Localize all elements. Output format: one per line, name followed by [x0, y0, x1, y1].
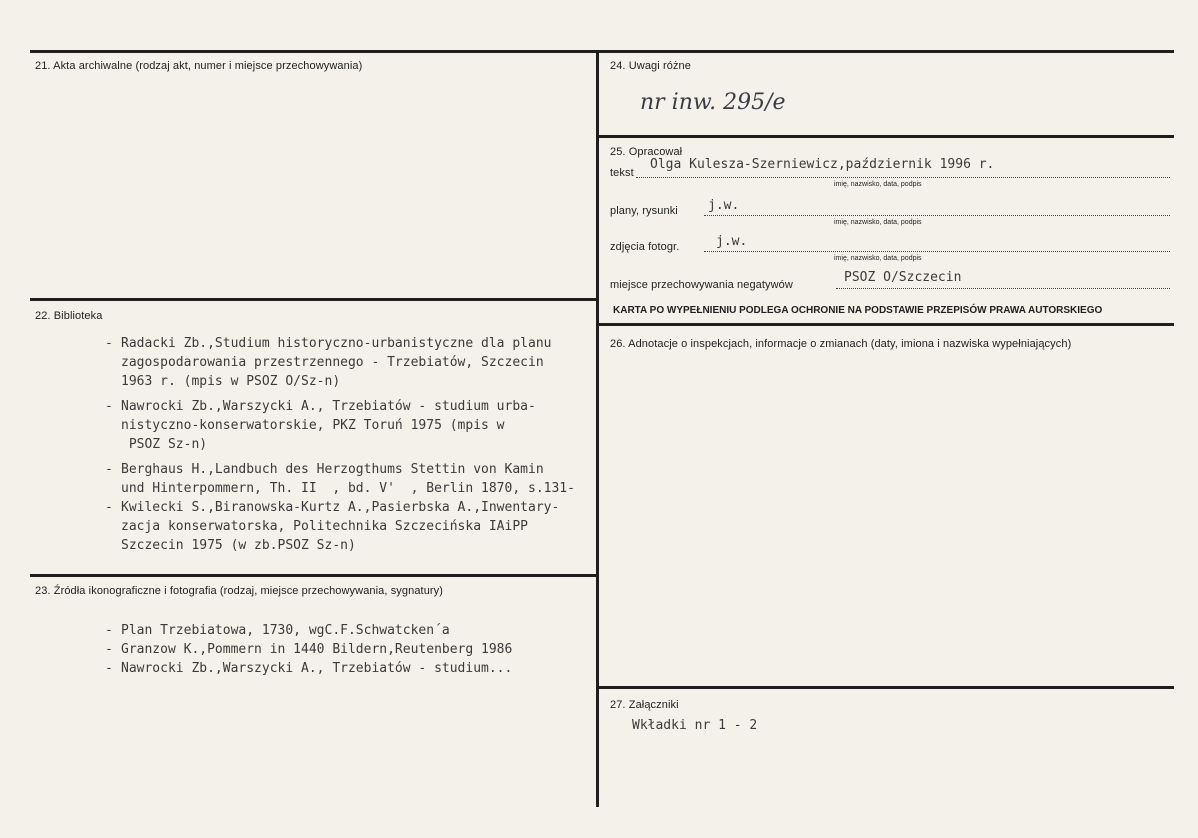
list-item: - Berghaus H.,Landbuch des Herzogthums Stettin von Kamin und Hinterpommern, Th. II , bd. V' , Berlin 1870, s.131- — [105, 462, 575, 496]
rule-22-23 — [30, 574, 598, 577]
list-item: - Kwilecki S.,Biranowska-Kurtz A.,Pasierbska A.,Inwentary- zacja konserwatorska, Politechnika Szczecińska IAiPP Szczecin 1975 (w zb.PSOZ Sz-n) — [105, 500, 560, 553]
section-21-label: 21. Akta archiwalne (rodzaj akt, numer i miejsce przechowywania) — [35, 60, 363, 72]
zdjecia-dotted-line — [704, 250, 1170, 252]
copyright-notice: KARTA PO WYPEŁNIENIU PODLEGA OCHRONIE NA PODSTAWIE PRZEPISÓW PRAWA AUTORSKIEGO — [613, 305, 1103, 316]
section-22-label: 22. Biblioteka — [35, 310, 103, 322]
section-23-label: 23. Źródła ikonograficzne i fotografia (rodzaj, miejsce przechowywania, sygnatury) — [35, 585, 444, 597]
plany-dotted-line — [704, 214, 1170, 216]
rule-26-27 — [598, 686, 1174, 689]
zdjecia-caption: imię, nazwisko, data, podpis — [834, 255, 922, 262]
zdjecia-label: zdjęcia fotogr. — [610, 241, 680, 253]
tekst-value: Olga Kulesza-Szerniewicz,październik 1996 r. — [650, 157, 995, 172]
miejsce-label: miejsce przechowywania negatywów — [610, 279, 793, 291]
plany-value: j.w. — [708, 198, 740, 213]
tekst-label: tekst — [610, 167, 634, 179]
rule-21-22 — [30, 298, 598, 301]
inventory-number: nr inw. 295/e — [640, 90, 786, 115]
center-divider — [596, 50, 599, 807]
section-26-label: 26. Adnotacje o inspekcjach, informacje o zmianach (daty, imiona i nazwiska wypełniających) — [610, 338, 1072, 350]
section-24-label: 24. Uwagi różne — [610, 60, 691, 72]
list-item: - Plan Trzebiatowa, 1730, wgC.F.Schwatcken´a — [105, 623, 450, 638]
plany-label: plany, rysunki — [610, 205, 678, 217]
miejsce-value: PSOZ O/Szczecin — [844, 270, 962, 285]
tekst-dotted-line — [636, 176, 1170, 178]
list-item: - Radacki Zb.,Studium historyczno-urbanistyczne dla planu zagospodarowania przestrzennego - Trzebiatów, Szczecin 1963 r. (mpis w PSOZ O/Sz-n) — [105, 336, 552, 389]
zdjecia-value: j.w. — [716, 234, 748, 249]
miejsce-dotted-line — [836, 287, 1170, 289]
tekst-caption: imię, nazwisko, data, podpis — [834, 181, 922, 188]
section-25-label: 25. Opracował — [610, 146, 683, 158]
list-item: - Nawrocki Zb.,Warszycki A., Trzebiatów - studium... — [105, 661, 513, 676]
top-rule — [30, 50, 1174, 53]
section-27-label: 27. Załączniki — [610, 699, 679, 711]
iconography-list — [105, 621, 512, 678]
list-item: - Granzow K.,Pommern in 1440 Bildern,Reutenberg 1986 — [105, 642, 513, 657]
rule-24-25 — [598, 135, 1174, 138]
bibliography-list — [105, 334, 575, 561]
list-item: - Nawrocki Zb.,Warszycki A., Trzebiatów - studium urba- nistyczno-konserwatorskie, PKZ Toruń 1975 (mpis w PSOZ Sz-n) — [105, 399, 536, 452]
plany-caption: imię, nazwisko, data, podpis — [834, 219, 922, 226]
attachments-value: Wkładki nr 1 - 2 — [632, 718, 758, 733]
rule-25-26 — [598, 323, 1174, 326]
